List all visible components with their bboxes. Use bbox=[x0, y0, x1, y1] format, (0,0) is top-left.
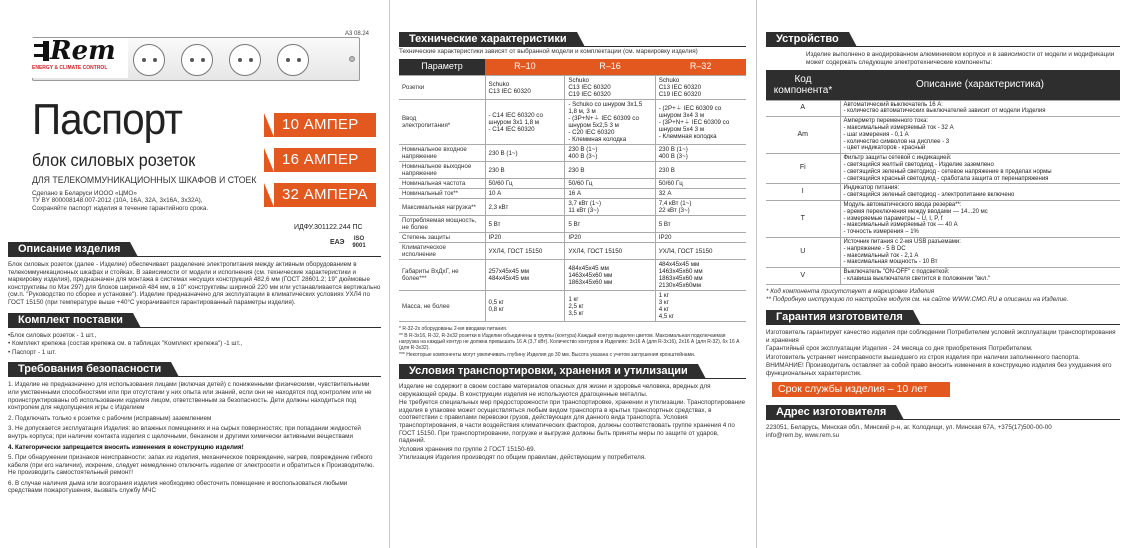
logo-subtext: ENERGY & CLIMATE CONTROL bbox=[32, 65, 108, 71]
param-name-cell: Ввод электропитания* bbox=[399, 100, 485, 145]
safety-list bbox=[8, 381, 381, 495]
param-value-cell: 3,7 кВт (1~) 11 кВт (3~) bbox=[565, 199, 655, 216]
footnotes bbox=[399, 326, 746, 358]
table-row bbox=[766, 201, 1120, 238]
page-divider bbox=[756, 0, 757, 548]
param-value-cell: 257х45х45 мм 484х45х45 мм bbox=[485, 260, 565, 291]
component-code-cell: A bbox=[766, 100, 840, 117]
paragraph: Изготовитель гарантирует качество изделия при соблюдении Потребителем условий эксплуатации транспортирования и хранения bbox=[766, 329, 1116, 344]
made-line: Сохраняйте паспорт изделия в течение гарантийного срока. bbox=[32, 204, 209, 212]
table-row bbox=[399, 291, 746, 322]
table-header: R–32 bbox=[655, 59, 746, 76]
table-header: Описание (характеристика) bbox=[840, 70, 1120, 100]
component-code-cell: Am bbox=[766, 117, 840, 154]
param-name-cell: Максимальная нагрузка** bbox=[399, 199, 485, 216]
param-value-cell: IP20 bbox=[565, 233, 655, 243]
param-value-cell: 484х45х45 мм 1463х45х60 мм 1863х45х60 мм 2130х45х60мм bbox=[655, 260, 746, 291]
param-name-cell: Номинальный ток** bbox=[399, 189, 485, 199]
table-header: R–10 bbox=[485, 59, 565, 76]
table-row bbox=[399, 179, 746, 189]
param-value-cell: 230 В (1~) 400 В (3~) bbox=[565, 145, 655, 162]
tech-table bbox=[399, 59, 746, 323]
table-row bbox=[766, 238, 1120, 268]
param-value-cell: 0,5 кг 0,8 кг bbox=[485, 291, 565, 322]
table-row bbox=[399, 243, 746, 260]
param-value-cell: 7,4 кВт (1~) 22 кВт (3~) bbox=[655, 199, 746, 216]
param-name-cell: Потребляемая мощность, не более bbox=[399, 216, 485, 233]
rem-logo bbox=[32, 38, 128, 78]
param-value-cell: 1 кг 3 кг 4 кг 4,5 кг bbox=[655, 291, 746, 322]
list-item: 6. В случае наличия дыма или возгорания изделия необходимо обесточить помещение и воспользоваться любыми средствами пожаротушения, вызвать службу МЧС bbox=[8, 479, 348, 495]
component-description-cell: Фильтр защиты сетевой с индикацией: - светящийся желтый светодиод - Изделие заземлено - светящийся зеленый светодиод - сетевое напряжение в пределах нормы - светящийся красный светодиод - сработала защита от перенапряжения bbox=[840, 154, 1120, 184]
paragraph: Изделие не содержит в своем составе материалов опасных для жизни и здоровья человека, вредных для окружающей среды. В конструкции изделия не используются драгоценные металлы. bbox=[399, 383, 711, 398]
param-value-cell: IP20 bbox=[485, 233, 565, 243]
logo-text: Rem bbox=[50, 36, 116, 66]
section-header-warranty: Гарантия изготовителя bbox=[766, 310, 1120, 325]
param-value-cell: 1 кг 2,5 кг 3,5 кг bbox=[565, 291, 655, 322]
footnote: ** В R-3х16, R-32, R-3х32 розетки в Изделии объединены в группы (контура).Каждый контур выделен цветом. Максимальная подключаемая нагрузка на каждый контур не должна превышать 16 А (3,7 кВт). Количество контуров в Изделиях: 3х16 А (для R-3х16), 2х16 А (для R-32), 6х 16 А (для R-3х32). bbox=[399, 333, 740, 352]
list-item: • Комплект крепежа (состав крепежа см. в таблицах "Комплект крепежа") -1 шт., bbox=[8, 340, 243, 348]
table-row bbox=[399, 100, 746, 145]
param-value-cell: IP20 bbox=[655, 233, 746, 243]
doc-identifier: ИДФУ.301122.244 ПС bbox=[294, 224, 363, 231]
param-value-cell: 5 Вт bbox=[565, 216, 655, 233]
address-text bbox=[766, 424, 1120, 440]
socket-icon bbox=[181, 44, 213, 76]
footnote: * R-32-2х оборудованы 2-мя вводами питания. bbox=[399, 326, 508, 333]
component-description-cell: Выключатель "ON-OFF" с подсветкой: - клавиша выключателя светится в положении "вкл." bbox=[840, 268, 1120, 285]
param-value-cell: 484х45х45 мм 1463х45х60 мм 1863х45х60 мм bbox=[565, 260, 655, 291]
doc-subtitle-purpose: ДЛЯ ТЕЛЕКОММУНИКАЦИОННЫХ ШКАФОВ И СТОЕК bbox=[32, 175, 257, 186]
param-name-cell: Розетки bbox=[399, 76, 485, 100]
param-value-cell: 230 В bbox=[485, 162, 565, 179]
section-header-tech: Технические характеристики bbox=[399, 32, 746, 47]
param-value-cell: УХЛ4, ГОСТ 15150 bbox=[485, 243, 565, 260]
address-line: 223051, Беларусь, Минская обл., Минский р-н, аг. Колодищи, ул. Минская 67А, +375(17)500-00-00 bbox=[766, 423, 1052, 431]
component-description-cell: Амперметр переменного тока: - максимальный измеряемый ток - 32 А - шаг измерения - 0,1 А - количество символов на дисплее - 3 - цвет индикаторов - красный bbox=[840, 117, 1120, 154]
list-item: 1. Изделие не предназначено для использования лицами (включая детей) с пониженными физическими, чувствительными или умственными способностями или при отсутствии у них опыта или знаний, если они не находятся под контролем или не проинструктированы об использовании изделия лицом, ответственным за безопасность. Дети должны находиться под контролем для недопущения игры с Изделием bbox=[8, 381, 372, 412]
made-line: ТУ BY 800008148.007-2012 (10А, 16А, 32А, 3х16А, 3х32А), bbox=[32, 197, 203, 205]
doc-subtitle: блок силовых розеток bbox=[32, 150, 196, 170]
param-value-cell: 230 В bbox=[565, 162, 655, 179]
screw-icon bbox=[349, 56, 355, 62]
table-row bbox=[399, 76, 746, 100]
table-row bbox=[399, 189, 746, 199]
table-row bbox=[399, 162, 746, 179]
param-value-cell: 10 А bbox=[485, 189, 565, 199]
param-name-cell: Номинальное выходное напряжение bbox=[399, 162, 485, 179]
paragraph: Утилизация Изделия производят по общим правилам, действующим у потребителя. bbox=[399, 454, 646, 462]
component-code-cell: V bbox=[766, 268, 840, 285]
page-cover bbox=[2, 0, 385, 548]
amp-badge-16: 16 АМПЕР bbox=[264, 148, 376, 172]
footnote: *** Некоторые компоненты могут увеличивать глубину Изделия до 30 мм. Высота указана с учетом заглушения кронштейнами. bbox=[399, 352, 696, 359]
param-value-cell: 230 В (1~) bbox=[485, 145, 565, 162]
table-row bbox=[766, 154, 1120, 184]
component-description-cell: Модуль автоматического ввода резерва**: - время переключения между вводами — 14...20 мс - измеряемые параметры – U, I, P, f - максимальный измеряемый ток — 40 А - точность измерения – 1% bbox=[840, 201, 1120, 238]
list-item: 4. Категорически запрещается вносить изменения в конструкцию изделия! bbox=[8, 443, 244, 451]
description-text: Блок силовых розеток (далее - Изделие) обеспечивает разделение электропитания между активным оборудованием в телекоммуникационных шкафах и стойках. В зависимости от модели и исполнения (см. технические характеристики и маркировку изделия), предназначен для монтажа в системах несущих конструкций 482,6 мм (ГОСТ 28601.2; 19" дюймовые конструктивы по Мэк 297) для блоков шириной 484 мм, в 10" конструктивы шириной 220 мм или устанавливается вертикально (см.п. "Руководство по сборке и установке"). Изделие предназначено для эксплуатации в климатических условиях УХЛ4 по ГОСТ 15150 (при температуре выше +40°С укорачивается гарантированный параметры изделия). bbox=[8, 261, 381, 306]
param-value-cell: 32 А bbox=[655, 189, 746, 199]
param-name-cell: Степень защиты bbox=[399, 233, 485, 243]
component-description-cell: Источник питания с 2-мя USB разъемами: - напряжение - 5 В DC - максимальный ток - 2,1 А - максимальная мощность - 10 Вт bbox=[840, 238, 1120, 268]
paragraph: Не требуется специальных мер предосторожности при транспортировке, хранении и утилизации. Транспортирование изделия в упаковке может осуществляться любым видом транспорта в крытых транспортных средствах, в соответствии с правилами перевозки грузов, действующих для данного вида транспорта. Условия транспортирования, в части воздействия климатических факторов, должны соответствовать группе хранения 4 по ГОСТ 15150. При транспортировании, погрузке и выгрузке должны быть приняты меры по защите от ударов, падений. bbox=[399, 399, 746, 445]
eac-mark: ЕАЭ bbox=[330, 239, 345, 246]
table-row bbox=[766, 100, 1120, 117]
paragraph: Изготовитель устраняет неисправности вышедшего из строя изделия при наличии заполненного паспорта. bbox=[766, 353, 1080, 361]
component-description-cell: Индикатор питания: - светящийся зеленый светодиод - электропитание включено bbox=[840, 184, 1120, 201]
param-value-cell: 50/60 Гц bbox=[655, 179, 746, 189]
component-notes bbox=[766, 288, 1120, 304]
param-name-cell: Масса, не более bbox=[399, 291, 485, 322]
paragraph: Условия хранения по группе 2 ГОСТ 15150-69. bbox=[399, 445, 536, 453]
section-header-transport: Условия транспортировки, хранения и утилизации bbox=[399, 364, 746, 379]
param-value-cell: - Schuko со шнуром 3х1,5 1,8 м, 3 м - (3P+N+⏚ IEC 60309 со шнуром 5х2,5 3 м - C20 IEC 60320 - Клеммная колодка bbox=[565, 100, 655, 145]
param-name-cell: Номинальная частота bbox=[399, 179, 485, 189]
paragraph: Гарантийный срок эксплуатации Изделия - 24 месяца со дня приобретения Потребителем. bbox=[766, 345, 1033, 353]
socket-icon bbox=[277, 44, 309, 76]
component-description-cell: Автоматический выключатель 16 А: - количество автоматических выключателей зависит от модели Изделия bbox=[840, 100, 1120, 117]
param-value-cell: 50/60 Гц bbox=[485, 179, 565, 189]
address-line: info@rem.by, www.rem.su bbox=[766, 432, 840, 440]
table-header: Код компонента* bbox=[766, 70, 840, 100]
section-header-kit: Комплект поставки bbox=[8, 313, 381, 328]
manufacturer-info bbox=[32, 190, 282, 212]
transport-text bbox=[399, 383, 746, 462]
paragraph: ВНИМАНИЕ! Производитель оставляет за собой право вносить изменения в конструкцию изделия без ухудшения его функциональных характеристик. bbox=[766, 362, 1112, 377]
page-divider bbox=[389, 0, 390, 548]
page-specs bbox=[395, 0, 750, 548]
made-line: Сделано в Беларуси ИООО «ЦМО» bbox=[32, 190, 137, 197]
footnote: * Код компонента присутствует в маркировке Изделия bbox=[766, 287, 935, 295]
socket-icon bbox=[133, 44, 165, 76]
param-name-cell: Климатическое исполнение bbox=[399, 243, 485, 260]
param-value-cell: - (2P+⏚ IEC 60309 со шнуром 3х4 3 м - (3P+N+⏚ IEC 60309 со шнуром 5х4 3 м - Клеммная колодка bbox=[655, 100, 746, 145]
component-code-cell: I bbox=[766, 184, 840, 201]
param-name-cell: Номинальное входное напряжение bbox=[399, 145, 485, 162]
table-row bbox=[399, 233, 746, 243]
param-value-cell: 5 Вт bbox=[485, 216, 565, 233]
section-header-description: Описание изделия bbox=[8, 242, 381, 257]
doc-title: Паспорт bbox=[32, 95, 183, 144]
list-item: •Блок силовых розеток - 1 шт., bbox=[8, 331, 97, 339]
param-value-cell: Schuko C13 IEC 60320 C19 IEC 60320 bbox=[655, 76, 746, 100]
param-value-cell: УХЛ4, ГОСТ 15150 bbox=[655, 243, 746, 260]
list-item: 5. При обнаружении признаков неисправности: запах из изделия, механическое повреждение, нагрев, повреждение гибкого кабеля (при его наличии), искрение, следует немедленно отключить изделие от электросети и обратиться к Производителю. Не производить самостоятельный ремонт! bbox=[8, 454, 375, 477]
param-value-cell: - С14 IEC 60320 со шнуром 3х1 1,8 м - С14 IEC 60320 bbox=[485, 100, 565, 145]
page-device bbox=[762, 0, 1124, 548]
table-header: Параметр bbox=[399, 59, 485, 76]
param-value-cell: Schuko C13 IEC 60320 C19 IEC 60320 bbox=[565, 76, 655, 100]
param-value-cell: 2,3 кВт bbox=[485, 199, 565, 216]
param-name-cell: Габариты ВхДхГ, не более*** bbox=[399, 260, 485, 291]
kit-list bbox=[8, 332, 381, 357]
table-row bbox=[399, 145, 746, 162]
list-item: • Паспорт - 1 шт. bbox=[8, 348, 57, 356]
socket-icon bbox=[229, 44, 261, 76]
doc-code: А3 08.24 bbox=[345, 31, 370, 37]
table-row bbox=[399, 199, 746, 216]
component-code-cell: Fi bbox=[766, 154, 840, 184]
table-row bbox=[399, 216, 746, 233]
param-value-cell: Schuko C13 IEC 60320 bbox=[485, 76, 565, 100]
param-value-cell: 50/60 Гц bbox=[565, 179, 655, 189]
components-table bbox=[766, 70, 1120, 285]
section-header-safety: Требования безопасности bbox=[8, 362, 381, 377]
amp-badge-10: 10 АМПЕР bbox=[264, 113, 376, 137]
footnote: ** Подробную инструкцию по настройке модуля см. на сайте WWW.CMO.RU в описании на Изделие. bbox=[766, 296, 1069, 304]
iso-mark: ISO 9001 bbox=[352, 236, 366, 249]
table-row bbox=[766, 117, 1120, 154]
param-value-cell: УХЛ4, ГОСТ 15150 bbox=[565, 243, 655, 260]
param-value-cell: 16 А bbox=[565, 189, 655, 199]
section-header-address: Адрес изготовителя bbox=[766, 405, 1120, 420]
param-value-cell: 5 Вт bbox=[655, 216, 746, 233]
service-life-badge: Срок службы изделия – 10 лет bbox=[772, 382, 950, 397]
table-row bbox=[766, 268, 1120, 285]
table-row bbox=[766, 184, 1120, 201]
list-item: 3. Не допускается эксплуатация Изделия: во влажных помещениях и на сырых поверхностях; при попадании жидкостей внутрь корпуса; при наличии контакта изделия с щелочными, бензином и другими химически активными веществами bbox=[8, 425, 361, 440]
amp-badge-32: 32 АМПЕРА bbox=[264, 183, 376, 207]
param-value-cell: 230 В bbox=[655, 162, 746, 179]
section-header-device: Устройство bbox=[766, 32, 1120, 47]
component-code-cell: T bbox=[766, 201, 840, 238]
table-header: R–16 bbox=[565, 59, 655, 76]
device-intro: Изделие выполнено в анодированном алюминиевом корпусе и в зависимости от модели и модификации может содержать следующие электротехнические компоненты: bbox=[806, 51, 1115, 66]
component-code-cell: U bbox=[766, 238, 840, 268]
warranty-text bbox=[766, 329, 1120, 378]
table-row bbox=[399, 260, 746, 291]
tech-note: Технические характеристики зависят от выбранной модели и комплектации (см. маркировку изделия) bbox=[399, 48, 698, 55]
list-item: 2. Подключать только к розетке с рабочим (исправным) заземлением bbox=[8, 414, 212, 422]
param-value-cell: 230 В (1~) 400 В (3~) bbox=[655, 145, 746, 162]
